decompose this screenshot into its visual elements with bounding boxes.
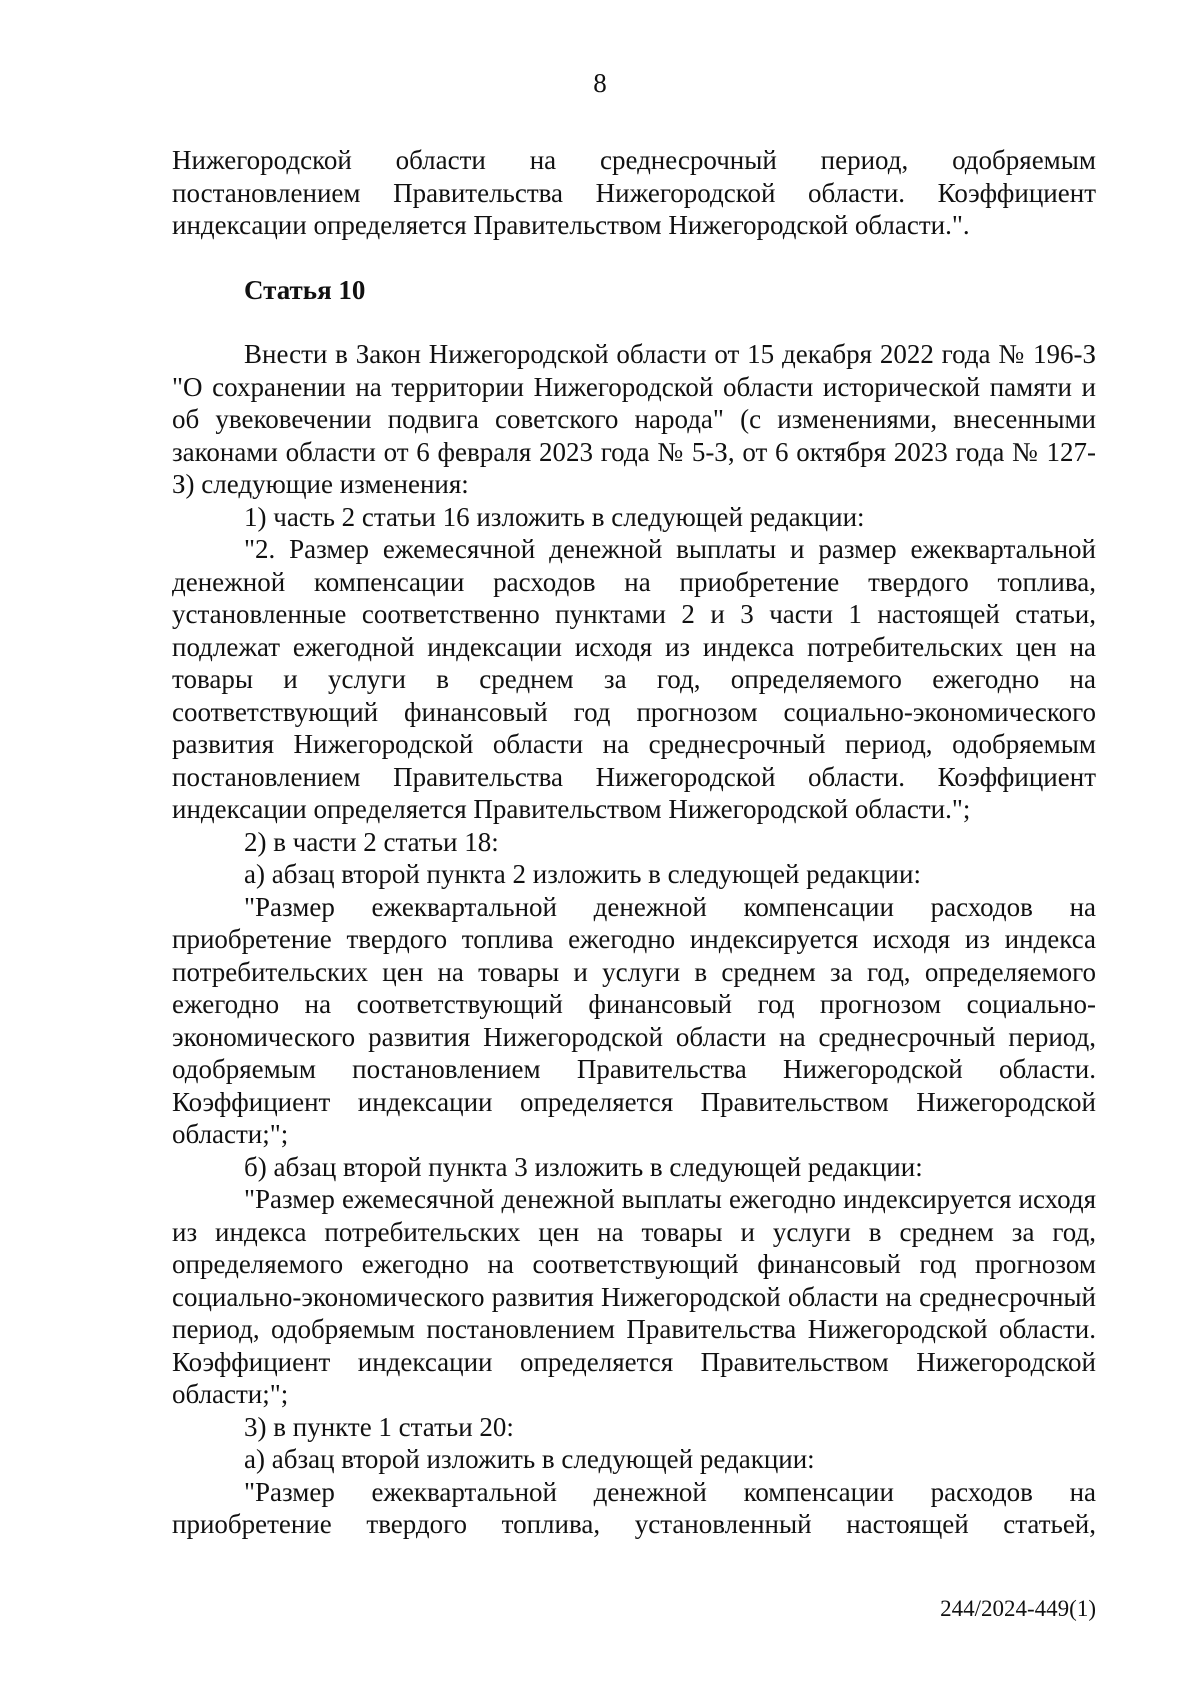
paragraph-item-2b: б) абзац второй пункта 3 изложить в следующей редакции: bbox=[244, 1151, 923, 1182]
paragraph-intro: Внести в Закон Нижегородской области от 15 декабря 2022 года № 196-З "О сохранении на территории Нижегородской области исторической памяти и об увековечении подвига советского народа" (с изменениями, внесенными законами области от 6 февраля 2023 года № 5-З, от 6 октября 2023 года № 127-З) следующие изменения: bbox=[172, 339, 1096, 499]
paragraph-quote-3a: "Размер ежеквартальной денежной компенсации расходов на приобретение твердого топлива, установленный настоящей статьей, bbox=[172, 1476, 1096, 1539]
paragraph-quote-1: "2. Размер ежемесячной денежной выплаты и размер ежеквартальной денежной компенсации расходов на приобретение твердого топлива, установленные соответственно пунктами 2 и 3 части 1 настоящей статьи, подлежат ежегодной индексации исходя из индекса потребительских цен на товары и услуги в среднем за год, определяемого ежегодно на соответствующий финансовый год прогнозом социально-экономического развития Нижегородской области на среднесрочный период, одобряемым постановлением Правительства Нижегородской области. Коэффициент индексации определяется Правительством Нижегородской области."; bbox=[172, 534, 1096, 824]
document-code: 244/2024-449(1) bbox=[940, 1596, 1096, 1621]
paragraph-item-2a: а) абзац второй пункта 2 изложить в следующей редакции: bbox=[244, 859, 921, 889]
paragraph-item-2: 2) в части 2 статьи 18: bbox=[244, 826, 499, 857]
paragraph-item-3a: а) абзац второй изложить в следующей редакции: bbox=[244, 1444, 815, 1474]
page-number: 8 bbox=[593, 68, 607, 98]
paragraph-item-1: 1) часть 2 статьи 16 изложить в следующей редакции: bbox=[244, 501, 865, 532]
paragraph-item-3: 3) в пункте 1 статьи 20: bbox=[244, 1411, 514, 1442]
paragraph-quote-2b: "Размер ежемесячной денежной выплаты ежегодно индексируется исходя из индекса потребительских цен на товары и услуги в среднем за год, определяемого ежегодно на соответствующий финансовый год прогнозом социально-экономического развития Нижегородской области на среднесрочный период, одобряемым постановлением Правительства Нижегородской области. Коэффициент индексации определяется Правительством Нижегородской области;"; bbox=[172, 1184, 1096, 1409]
article-heading: Статья 10 bbox=[244, 274, 366, 305]
document-body bbox=[172, 144, 1096, 1541]
paragraph-quote-2a: "Размер ежеквартальной денежной компенсации расходов на приобретение твердого топлива ежегодно индексируется исходя из индекса потребительских цен на товары и услуги в среднем за год, определяемого ежегодно на соответствующий финансовый год прогнозом социально-экономического развития Нижегородской области на среднесрочный период, одобряемым постановлением Правительства Нижегородской области. Коэффициент индексации определяется Правительством Нижегородской области;"; bbox=[172, 891, 1096, 1149]
paragraph-continuation: Нижегородской области на среднесрочный период, одобряемым постановлением Правительства Нижегородской области. Коэффициент индексации определяется Правительством Нижегородской области.". bbox=[172, 145, 1096, 240]
